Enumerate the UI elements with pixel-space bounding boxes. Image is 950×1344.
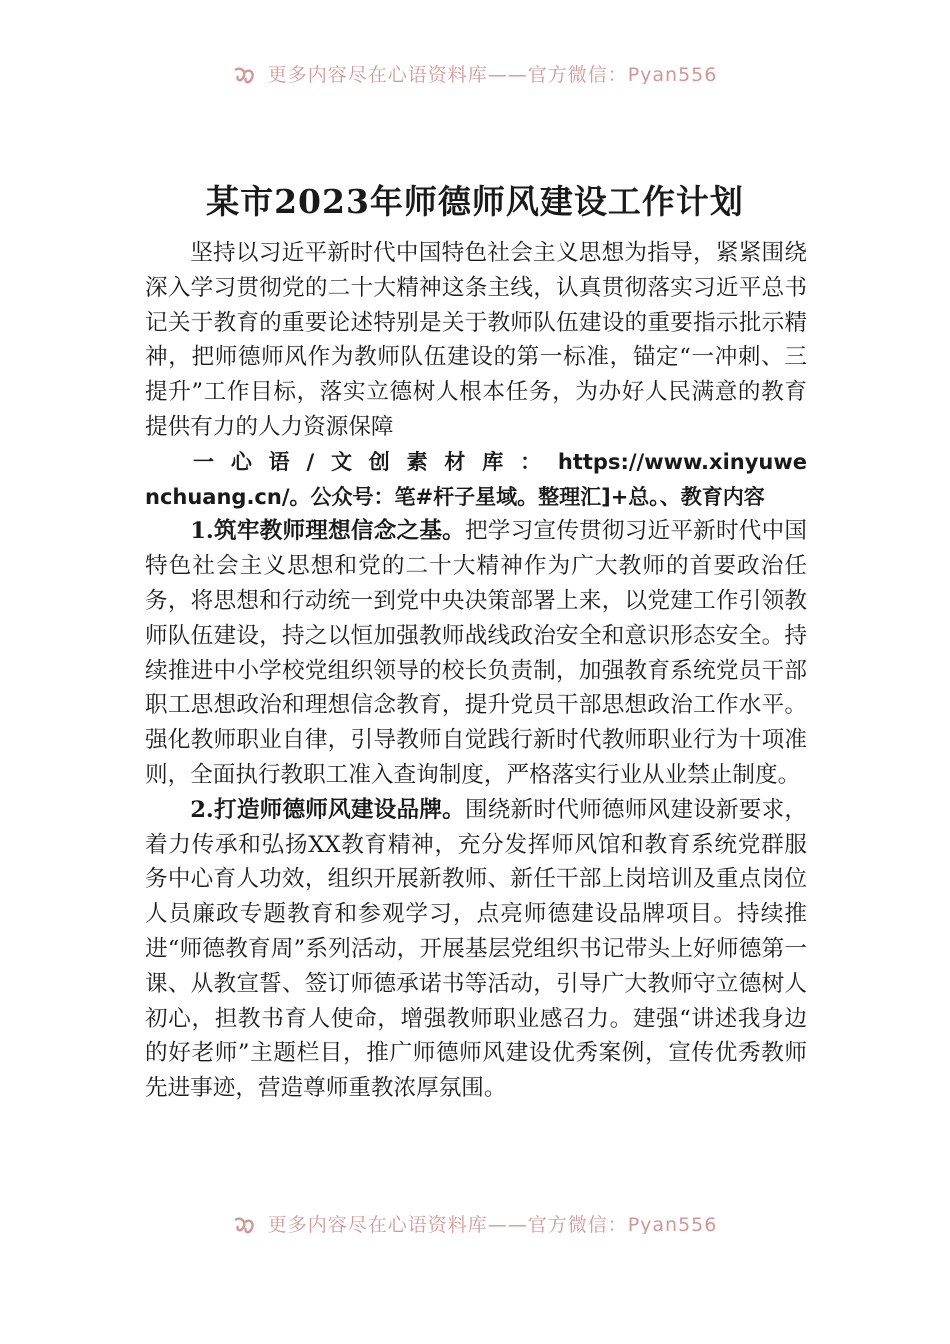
promo-source-label: 一心语/文创素材库： <box>193 449 558 474</box>
section-2-body: 围绕新时代师德师风建设新要求，着力传承和弘扬XX教育精神，充分发挥师风馆和教育系统党群服务中心育人功效，组织开展新教师、新任干部上岗培训及重点岗位人员廉政专题教育和参观学习，点亮师德建设品牌项目。持续推进“师德教育周”系列活动，开展基层党组织书记带头上好师德第一课、从教宣誓、签订师德承诺书等活动，引导广大教师守立德树人初心，担教书育人使命，增强教师职业感召力。建强“讲述我身边的好老师”主题栏目，推广师德师风建设优秀案例，宣传优秀教师先进事迹，营造尊师重教浓厚氛围。 <box>145 796 808 1102</box>
top-watermark <box>0 60 950 84</box>
section-paragraph-2 <box>145 793 807 1106</box>
bottom-watermark <box>0 1210 950 1234</box>
section-paragraph-1 <box>145 514 807 792</box>
promo-source-url: https://www.xinyuwenchuang.cn/。公众号：笔#杆子星域。整理汇]+总。、教育内容 <box>145 449 807 509</box>
section-1-heading: 1.筑牢教师理想信念之基。 <box>190 518 465 545</box>
bottom-watermark-text: 更多内容尽在心语资料库——官方微信：Pyan556 <box>267 1214 718 1234</box>
brand-logo-icon <box>233 66 257 85</box>
document-body <box>145 236 807 1106</box>
section-2-heading: 2.打造师德师风建设品牌。 <box>190 796 465 823</box>
intro-paragraph: 坚持以习近平新时代中国特色社会主义思想为指导，紧紧围绕深入学习贯彻党的二十大精神这条主线，认真贯彻落实习近平总书记关于教育的重要论述特别是关于教师队伍建设的重要指示批示精神，把师德师风作为教师队伍建设的第一标准，锚定“一冲刺、三提升”工作目标，落实立德树人根本任务，为办好人民满意的教育提供有力的人力资源保障 <box>145 240 807 440</box>
section-1-body: 把学习宣传贯彻习近平新时代中国特色社会主义思想和党的二十大精神作为广大教师的首要政治任务，将思想和行动统一到党中央决策部署上来，以党建工作引领教师队伍建设，持之以恒加强教师战线政治安全和意识形态安全。持续推进中小学校党组织领导的校长负责制，加强教育系统党员干部职工思想政治和理想信念教育，提升党员干部思想政治工作水平。强化教师职业自律，引导教师自觉践行新时代教师职业行为十项准则，全面执行教职工准入查询制度，严格落实行业从业禁止制度。 <box>145 518 808 788</box>
document-title: 某市2023年师德师风建设工作计划 <box>206 182 744 221</box>
top-watermark-text: 更多内容尽在心语资料库——官方微信：Pyan556 <box>267 64 718 84</box>
promo-paragraph <box>145 445 807 515</box>
brand-logo-icon <box>233 1216 257 1235</box>
